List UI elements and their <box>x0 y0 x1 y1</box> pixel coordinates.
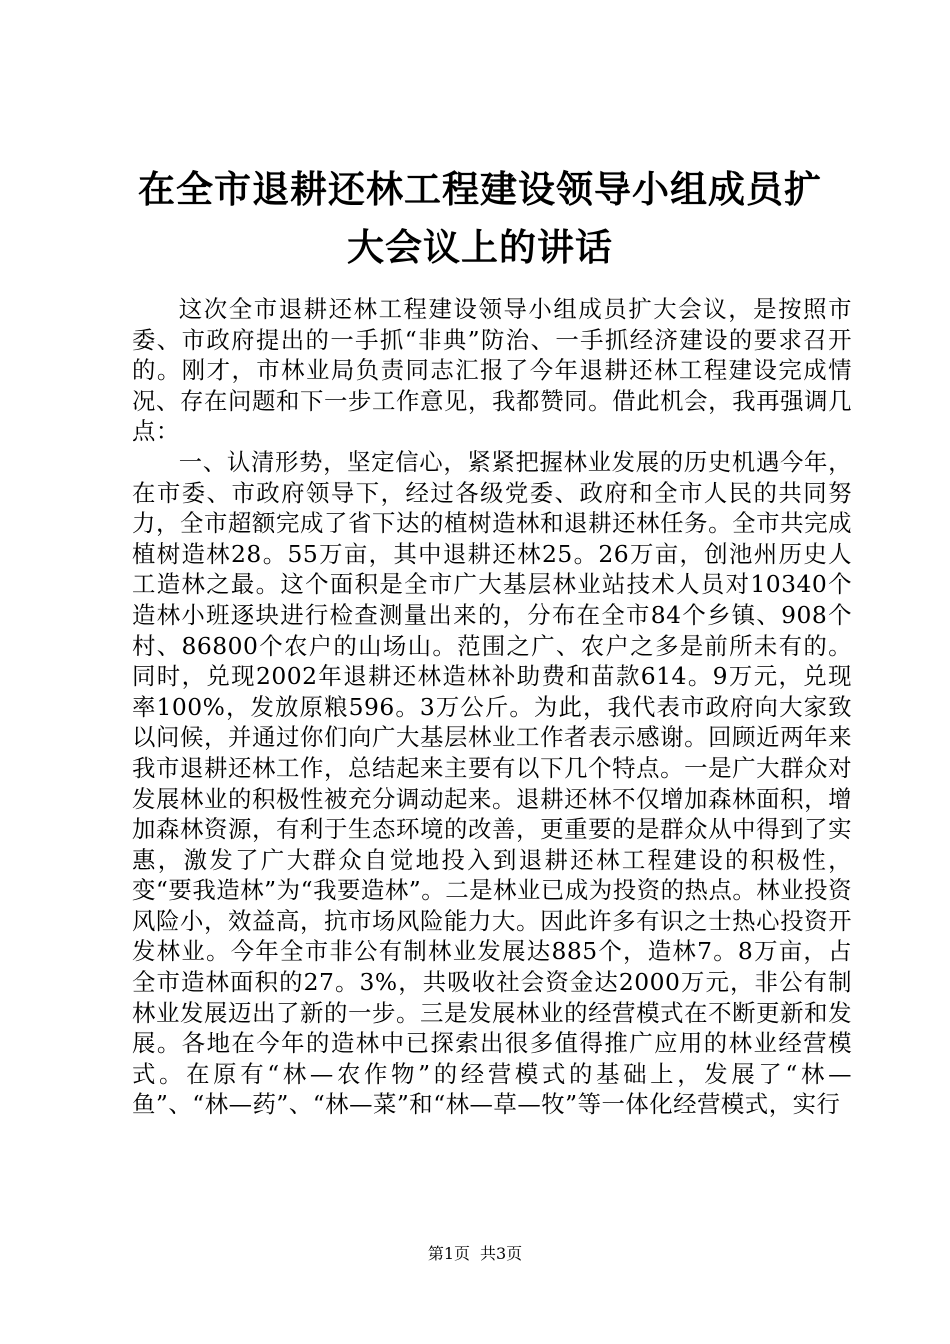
document-title: 在全市退耕还林工程建设领导小组成员扩大会议上的讲话 <box>138 167 822 269</box>
page-footer <box>0 1244 950 1264</box>
paragraph-intro: 这次全市退耕还林工程建设领导小组成员扩大会议，是按照市委、市政府提出的一手抓“非典”防治、一手抓经济建设的要求召开的。刚才，市林业局负责同志汇报了今年退耕还林工程建设完成情况、存在问题和下一步工作意见，我都赞同。借此机会，我再强调几点： <box>132 295 852 446</box>
page-number: 第1页 <box>427 1244 470 1263</box>
paragraph-section-one: 一、认清形势，坚定信心，紧紧把握林业发展的历史机遇今年，在市委、市政府领导下，经过各级党委、政府和全市人民的共同努力，全市超额完成了省下达的植树造林和退耕还林任务。全市共完成植树造林28。55万亩，其中退耕还林25。26万亩，创池州历史人工造林之最。这个面积是全市广大基层林业站技术人员对10340个造林小班逐块进行检查测量出来的，分布在全市84个乡镇、908个村、86800个农户的山场山。范围之广、农户之多是前所未有的。同时，兑现2002年退耕还林造林补助费和苗款614。9万元，兑现率100%，发放原粮596。3万公斤。为此，我代表市政府向大家致以问候，并通过你们向广大基层林业工作者表示感谢。回顾近两年来我市退耕还林工作，总结起来主要有以下几个特点。一是广大群众对发展林业的积极性被充分调动起来。退耕还林不仅增加森林面积，增加森林资源，有利于生态环境的改善，更重要的是群众从中得到了实惠，激发了广大群众自觉地投入到退耕还林工程建设的积极性，变“要我造林”为“我要造林”。二是林业已成为投资的热点。林业投资风险小，效益高，抗市场风险能力大。因此许多有识之士热心投资开发林业。今年全市非公有制林业发展达885个，造林7。8万亩，占全市造林面积的27。3%，共吸收社会资金达2000万元，非公有制林业发展迈出了新的一步。三是发展林业的经营模式在不断更新和发展。各地在今年的造林中已探索出很多值得推广应用的林业经营模式。在原有“林—农作物”的经营模式的基础上，发展了“林—鱼”、“林—药”、“林—菜”和“林—草—牧”等一体化经营模式，实行 <box>132 447 852 1119</box>
document-body <box>132 294 852 1120</box>
page-total: 共3页 <box>480 1244 523 1263</box>
